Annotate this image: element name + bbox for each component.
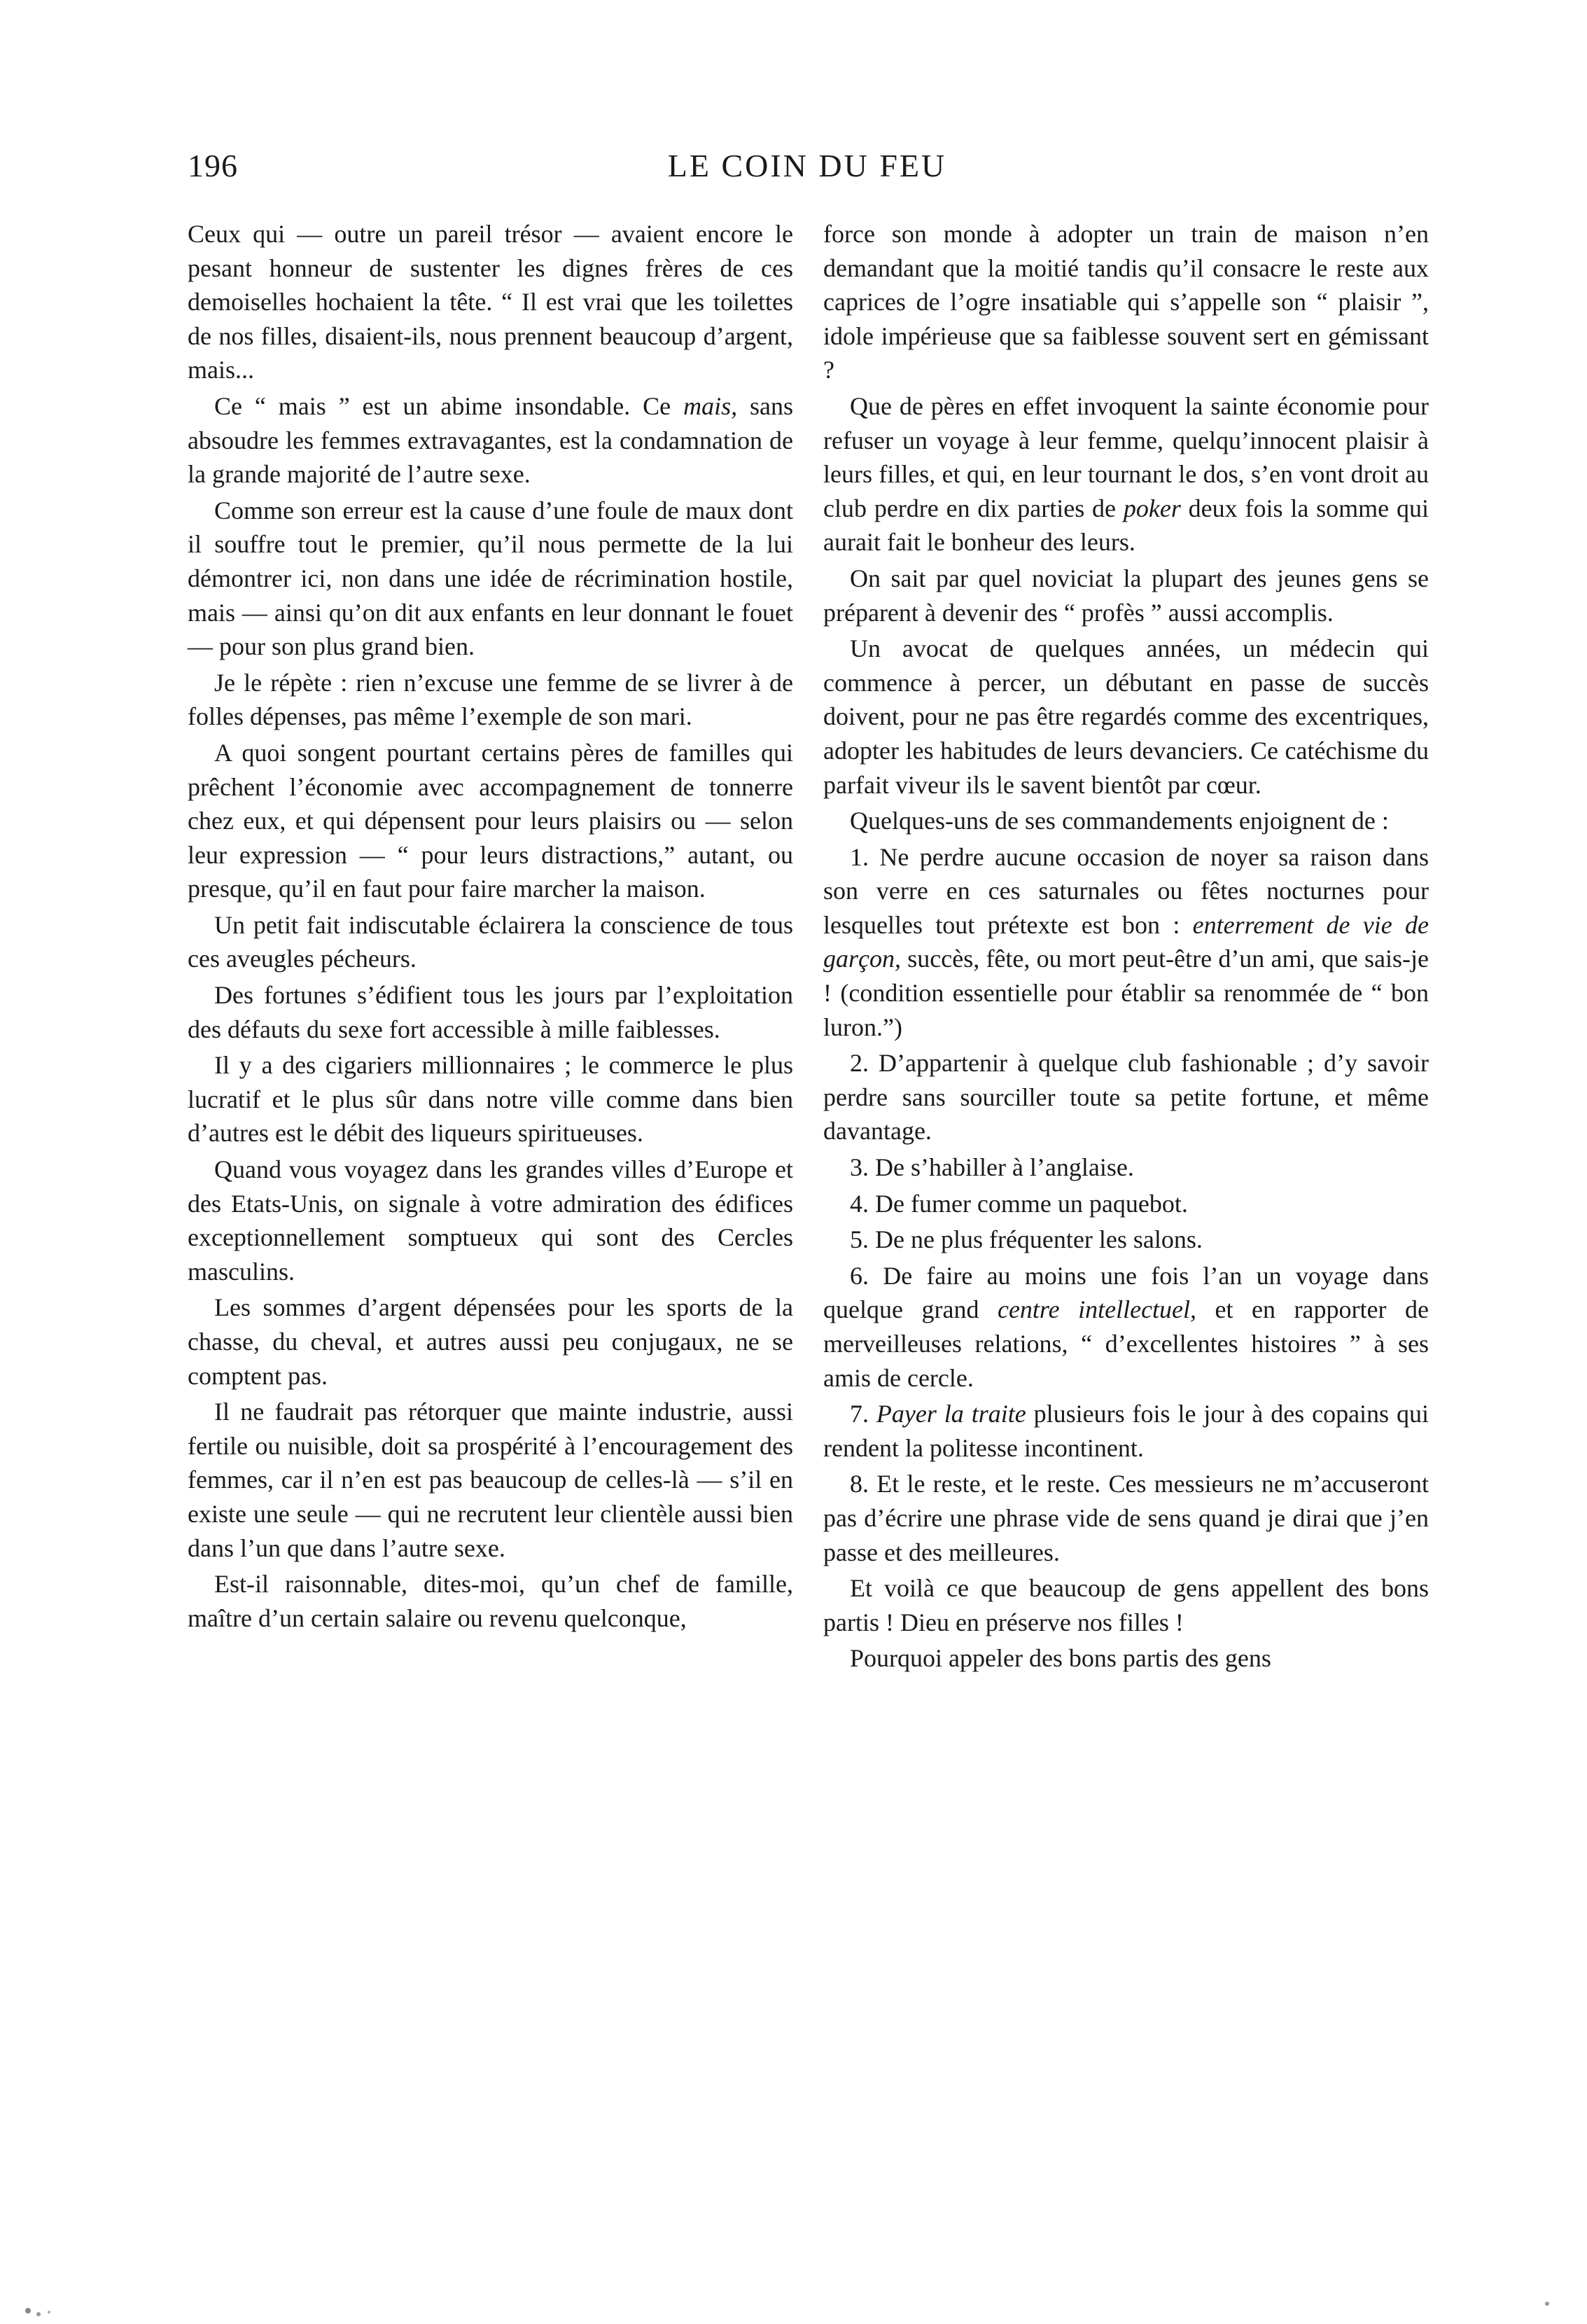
list-item: 6. De faire au moins une fois l’an un voyage dans quelque grand centre intellectuel, et en rapporter de merveilleuses relations, “ d’excellentes histoires ” à ses amis de cercle.: [823, 1261, 1429, 1392]
paragraph: Il ne faudrait pas rétorquer que mainte industrie, aussi fertile ou nuisible, doit sa prospérité à l’encouragement des femmes, car il n’en est pas beaucoup de celles-là — s’il en existe une seule — qui ne recrutent leur clientèle aussi bien dans l’un que dans l’autre sexe.: [188, 1398, 793, 1562]
paragraph: force son monde à adopter un train de maison n’en demandant que la moitié tandis qu’il consacre le reste aux caprices de l’ogre insatiable qui s’appelle son “ plaisir ”, idole impérieuse que sa faiblesse souvent sert en gémissant ?: [823, 220, 1429, 384]
paragraph: Et voilà ce que beaucoup de gens appellent des bons partis ! Dieu en préserve nos filles !: [823, 1574, 1429, 1636]
paragraph: Des fortunes s’édifient tous les jours par l’exploitation des défauts du sexe fort accessible à mille faiblesses.: [188, 981, 793, 1043]
paragraph: Est-il raisonnable, dites-moi, qu’un chef de famille, maître d’un certain salaire ou revenu quelconque,: [188, 1570, 793, 1632]
paragraph: On sait par quel noviciat la plupart des jeunes gens se préparent à devenir des “ profès ” aussi accomplis.: [823, 564, 1429, 627]
paragraph: Il y a des cigariers millionnaires ; le commerce le plus lucratif et le plus sûr dans notre ville comme dans bien d’autres est le débit des liqueurs spiritueuses.: [188, 1051, 793, 1148]
list-item: 1. Ne perdre aucune occasion de noyer sa raison dans son verre en ces saturnales ou fêtes nocturnes pour lesquelles tout prétexte est bon : enterrement de vie de garçon, succès, fête, ou mort peut-être d’un ami, que sais-je ! (condition essentielle pour établir sa renommée de “ bon luron.”): [823, 842, 1429, 1041]
paragraph: Quand vous voyagez dans les grandes villes d’Europe et des Etats-Unis, on signale à votre admiration des édifices exceptionnellement somptueux qui sont des Cercles masculins.: [188, 1155, 793, 1286]
left-column: [188, 217, 793, 1635]
list-item: 7. Payer la traite plusieurs fois le jour à des copains qui rendent la politesse incontinent.: [823, 1400, 1429, 1462]
list-item: 5. De ne plus fréquenter les salons.: [850, 1225, 1203, 1254]
list-item: 4. De fumer comme un paquebot.: [850, 1189, 1188, 1218]
paragraph: Ce “ mais ” est un abime insondable. Ce mais, sans absoudre les femmes extravagantes, est la condamnation de la grande majorité de l’autre sexe.: [188, 391, 794, 489]
list-item: 2. D’appartenir à quelque club fashionable ; d’y savoir perdre sans sourciller toute sa petite fortune, et même davantage.: [823, 1049, 1429, 1146]
page-number: 196: [188, 148, 238, 183]
paragraph: A quoi songent pourtant certains pères de familles qui prêchent l’économie avec accompagnement de tonnerre chez eux, et qui dépensent pour leurs plaisirs ou — selon leur expression — “ pour leurs distractions,” autant, ou presque, qu’il en faut pour faire marcher la maison.: [188, 738, 793, 903]
paragraph: Ceux qui — outre un pareil trésor — avaient encore le pesant honneur de sustenter les dignes frères de ces demoiselles hochaient la tête. “ Il est vrai que les toilettes de nos filles, disaient-ils, nous prennent beaucoup d’argent, mais...: [188, 220, 793, 384]
paragraph: Un petit fait indiscutable éclairera la conscience de tous ces aveugles pécheurs.: [188, 910, 793, 973]
paragraph: Pourquoi appeler des bons partis des gens: [850, 1644, 1271, 1673]
paragraph: Quelques-uns de ses commandements enjoignent de :: [850, 807, 1389, 835]
list-item: 8. Et le reste, et le reste. Ces messieurs ne m’accuseront pas d’écrire une phrase vide de sens quand je dirai que j’en passe et des meilleures.: [823, 1470, 1429, 1566]
running-title: LE COIN DU FEU: [667, 148, 947, 183]
bottom-edge-specks: [0, 2283, 1587, 2324]
right-column: [823, 217, 1429, 1676]
paragraph: Je le répète : rien n’excuse une femme de se livrer à de folles dépenses, pas même l’exemple de son mari.: [188, 668, 793, 731]
paragraph: Comme son erreur est la cause d’une foule de maux dont il souffre tout le premier, qu’il nous permette de la lui démontrer ici, non dans une idée de récrimination hostile, mais — ainsi qu’on dit aux enfants en leur donnant le fouet — pour son plus grand bien.: [188, 496, 793, 661]
paragraph: Que de pères en effet invoquent la sainte économie pour refuser un voyage à leur femme, quelqu’innocent plaisir à leurs filles, et qui, en leur tournant le dos, s’en vont droit au club perdre en dix parties de poker deux fois la somme qui aurait fait le bonheur des leurs.: [823, 391, 1429, 557]
list-item: 3. De s’habiller à l’anglaise.: [850, 1153, 1134, 1182]
paragraph: Un avocat de quelques années, un médecin qui commence à percer, un débutant en passe de succès doivent, pour ne pas être regardés comme des excentriques, adopter les habitudes de leurs devanciers. Ce catéchisme du parfait viveur ils le savent bientôt par cœur.: [823, 634, 1429, 799]
paragraph: Les sommes d’argent dépensées pour les sports de la chasse, du cheval, et autres aussi peu conjugaux, ne se comptent pas.: [188, 1293, 793, 1390]
